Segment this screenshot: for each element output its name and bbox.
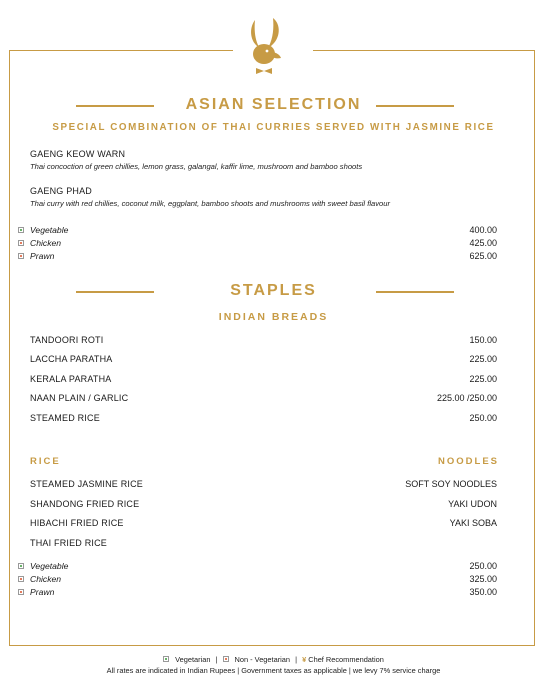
option-price: 625.00 [469,251,497,261]
rice-item: STEAMED JASMINE RICE [30,479,144,489]
rice-item: HIBACHI FRIED RICE [30,518,124,528]
option-label: Vegetable [30,225,69,235]
legend-separator: | [215,655,218,664]
non-vegetarian-marker-icon [18,253,24,259]
noodles-title: NOODLES [438,456,499,467]
option-row [18,561,68,571]
option-price: 350.00 [469,587,497,597]
bunny-logo-icon [243,16,287,78]
indian-breads-title: INDIAN BREADS [218,311,329,323]
menu-item-price: 225.00 /250.00 [436,393,497,403]
option-row [18,587,54,597]
asian-selection-title: ASIAN SELECTION [185,96,362,113]
asian-selection-subtitle: SPECIAL COMBINATION OF THAI CURRIES SERVED WITH JASMINE RICE [52,122,495,133]
menu-item-price: 225.00 [469,354,497,364]
option-label: Chicken [30,238,62,248]
non-vegetarian-marker-icon [18,576,24,582]
noodle-item: SOFT SOY NOODLES [405,479,497,489]
legend-chef-recommendation: ¥ Chef Recommendation [302,655,384,664]
vegetarian-marker-icon [18,563,24,569]
rice-item: THAI FRIED RICE [30,538,108,548]
menu-item-price: 250.00 [469,413,497,423]
menu-item-name: LACCHA PARATHA [30,354,113,364]
footer-note: All rates are indicated in Indian Rupees | Government taxes as applicable | we levy 7% service charge [106,666,441,675]
menu-item-description: Thai curry with red chillies, coconut milk, eggplant, bamboo shoots and mushrooms with sweet basil flavour [30,199,391,208]
option-row [18,574,61,584]
option-price: 325.00 [469,574,497,584]
non-vegetarian-marker-icon [18,589,24,595]
menu-frame [9,50,535,646]
option-label: Prawn [30,587,55,597]
menu-item-description: Thai concoction of green chillies, lemon grass, galangal, kaffir lime, mushroom and bamboo shoots [30,162,363,171]
non-vegetarian-marker-icon [223,656,229,662]
menu-item-name: GAENG KEOW WARN [30,149,126,159]
vegetarian-marker-icon [163,656,169,662]
option-price: 425.00 [469,238,497,248]
option-row [18,225,68,235]
option-label: Vegetable [30,561,69,571]
legend [0,655,547,664]
option-row [18,251,54,261]
menu-item-price: 225.00 [469,374,497,384]
staples-title: STAPLES [230,282,317,299]
option-price: 400.00 [469,225,497,235]
option-price: 250.00 [469,561,497,571]
noodle-item: YAKI SOBA [449,518,497,528]
legend-vegetarian: Vegetarian [163,655,210,664]
rice-item: SHANDONG FRIED RICE [30,499,140,509]
menu-item-price: 150.00 [469,335,497,345]
vegetarian-marker-icon [18,227,24,233]
legend-separator: | [295,655,297,664]
rice-title: RICE [30,456,61,467]
menu-item-name: TANDOORI ROTI [30,335,104,345]
noodle-item: YAKI UDON [448,499,497,509]
option-label: Prawn [30,251,55,261]
menu-item-name: GAENG PHAD [30,186,93,196]
menu-item-name: KERALA PARATHA [30,374,112,384]
option-label: Chicken [30,574,62,584]
menu-item-name: NAAN PLAIN / GARLIC [30,393,129,403]
menu-item-name: STEAMED RICE [30,413,100,423]
legend-non-vegetarian: Non - Vegetarian [223,655,290,664]
option-row [18,238,61,248]
non-vegetarian-marker-icon [18,240,24,246]
chef-recommendation-icon: ¥ [302,655,307,664]
